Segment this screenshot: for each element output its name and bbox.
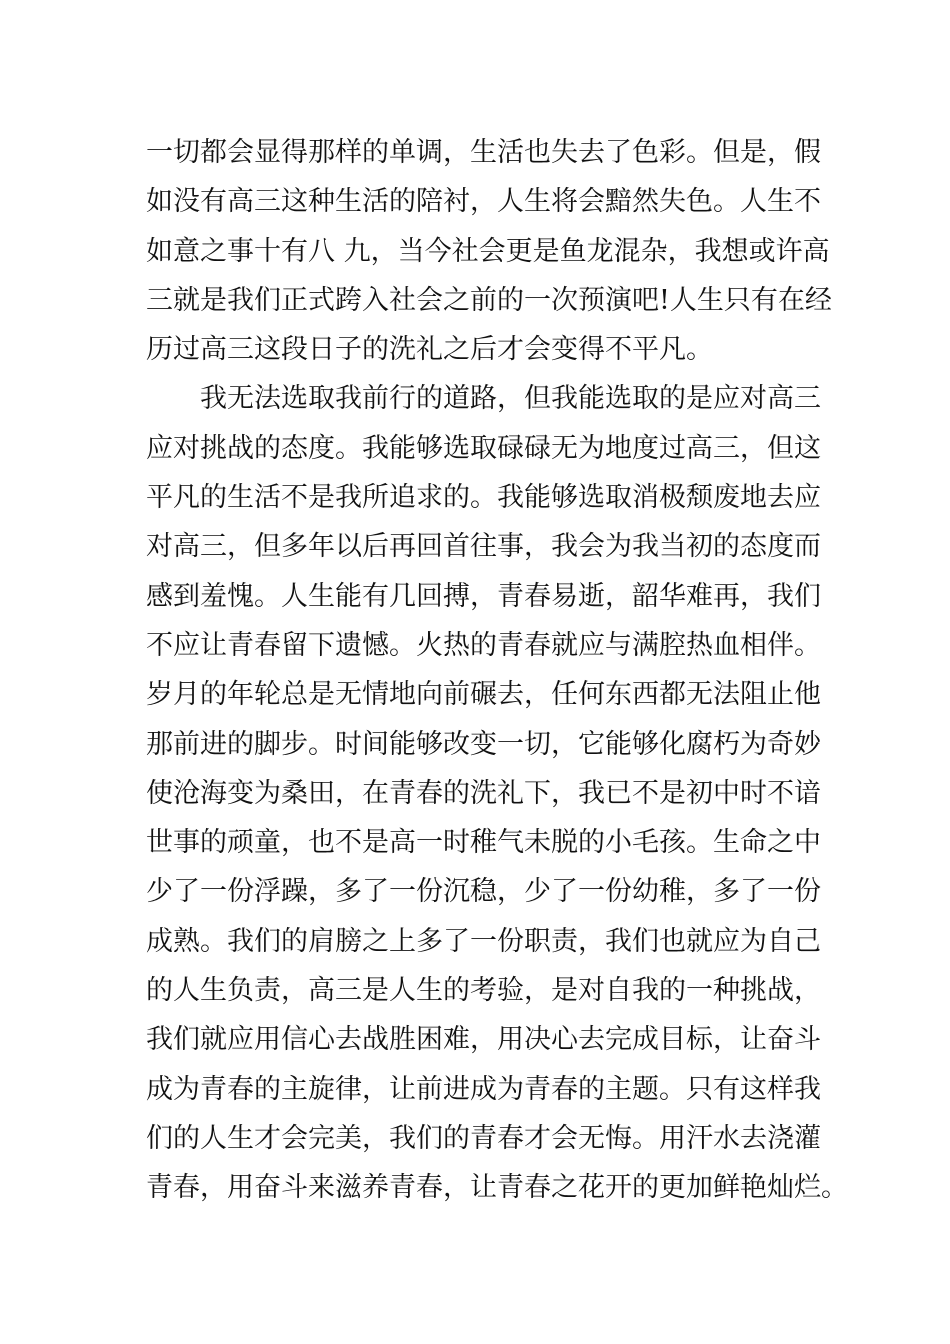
text-line: 岁月的年轮总是无情地向前碾去，任何东西都无法阻止他 — [146, 679, 821, 711]
text-line: 不应让青春留下遗憾。火热的青春就应与满腔热血相伴。 — [146, 629, 821, 661]
text-line: 对高三，但多年以后再回首往事，我会为我当初的态度而 — [146, 531, 821, 563]
text-line: 一切都会显得那样的单调，生活也失去了色彩。但是，假 — [146, 137, 821, 168]
text-line: 成为青春的主旋律，让前进成为青春的主题。只有这样我 — [146, 1073, 821, 1105]
text-line: 成熟。我们的肩膀之上多了一份职责，我们也就应为自己 — [146, 925, 821, 957]
text-line: 们的人生才会完美，我们的青春才会无悔。用汗水去浇灌 — [146, 1122, 821, 1154]
text-line: 那前进的脚步。时间能够改变一切，它能够化腐朽为奇妙 — [146, 728, 821, 760]
text-line: 三就是我们正式跨入社会之前的一次预演吧!人生只有在经 — [146, 284, 832, 316]
body-text — [146, 128, 848, 1213]
text-line: 应对挑战的态度。我能够选取碌碌无为地度过高三，但这 — [146, 432, 821, 464]
text-line: 青春，用奋斗来滋养青春，让青春之花开的更加鲜艳灿烂。 — [146, 1172, 848, 1204]
text-line: 如意之事十有八 九，当今社会更是鱼龙混杂，我想或许高 — [146, 235, 830, 267]
text-line: 我们就应用信心去战胜困难，用决心去完成目标，让奋斗 — [146, 1024, 821, 1056]
text-line: 平凡的生活不是我所追求的。我能够选取消极颓废地去应 — [146, 482, 821, 514]
text-line: 如没有高三这种生活的陪衬，人生将会黯然失色。人生不 — [146, 186, 821, 218]
text-line: 历过高三这段日子的洗礼之后才会变得不平凡。 — [146, 334, 713, 366]
text-line: 感到羞愧。人生能有几回搏，青春易逝，韶华难再，我们 — [146, 580, 821, 612]
text-line: 少了一份浮躁，多了一份沉稳，少了一份幼稚，多了一份 — [146, 876, 821, 908]
paragraph-start-line: 我无法选取我前行的道路，但我能选取的是应对高三 — [146, 383, 821, 415]
text-line: 世事的顽童，也不是高一时稚气未脱的小毛孩。生命之中 — [146, 827, 821, 859]
text-line: 的人生负责，高三是人生的考验，是对自我的一种挑战， — [146, 975, 821, 1007]
text-line: 使沧海变为桑田，在青春的洗礼下，我已不是初中时不谙 — [146, 777, 821, 809]
